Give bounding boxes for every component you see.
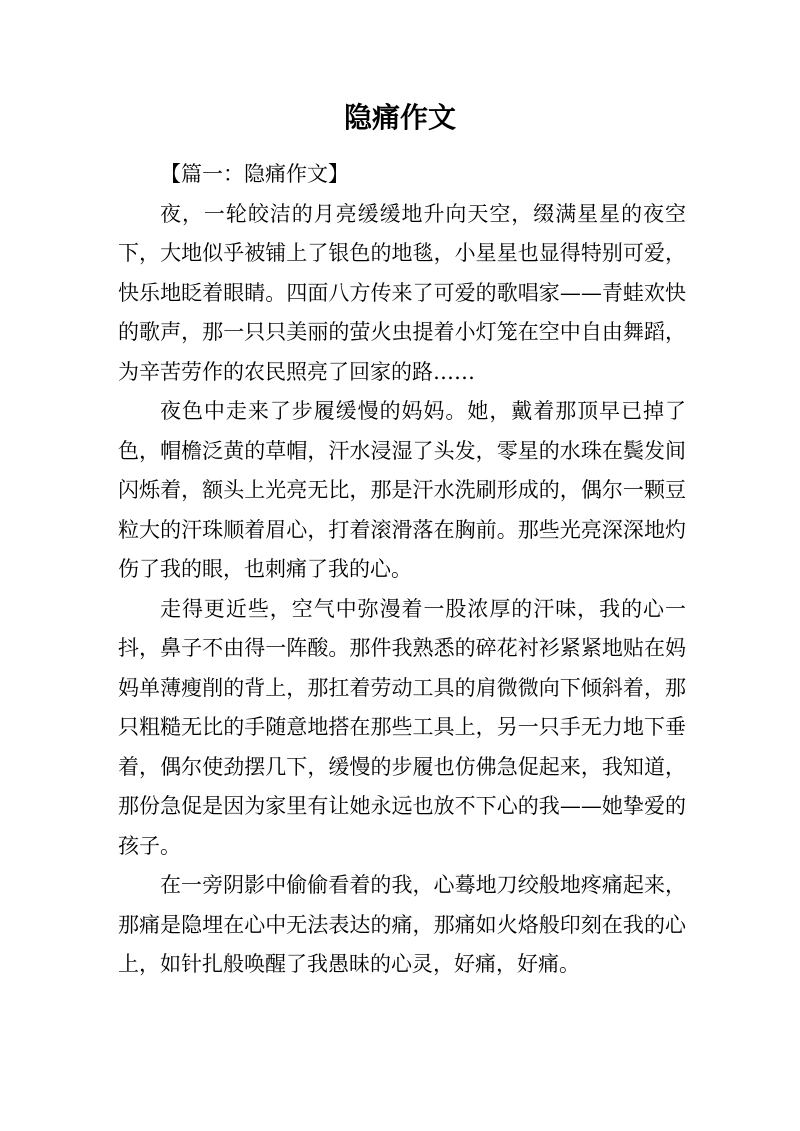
paragraph: 走得更近些，空气中弥漫着一股浓厚的汗味，我的心一抖，鼻子不由得一阵酸。那件我熟悉的碎花衬衫紧紧地贴在妈妈单薄瘦削的背上，那扛着劳动工具的肩微微向下倾斜着，那只粗糙无比的手随意地搭在那些工具上，另一只手无力地下垂着，偶尔使劲摆几下，缓慢的步履也仿佛急促起来，我知道，那份急促是因为家里有让她永远也放不下心的我——她挚爱的孩子。	[118, 596, 686, 858]
section-heading: 【篇一：隐痛作文】	[160, 162, 349, 186]
document-title: 隐痛作文	[343, 101, 456, 134]
paragraph: 在一旁阴影中偷偷看着的我，心蓦地刀绞般地疼痛起来，那痛是隐埋在心中无法表达的痛，那痛如火烙般印刻在我的心上，如针扎般唤醒了我愚昧的心灵，好痛，好痛。	[118, 873, 686, 976]
paragraph: 夜，一轮皎洁的月亮缓缓地升向天空，缀满星星的夜空下，大地似乎被铺上了银色的地毯，小星星也显得特别可爱，快乐地眨着眼睛。四面八方传来了可爱的歌唱家——青蛙欢快的歌声，那一只只美丽的萤火虫提着小灯笼在空中自由舞蹈，为辛苦劳作的农民照亮了回家的路……	[118, 201, 686, 384]
paragraph: 夜色中走来了步履缓慢的妈妈。她，戴着那顶早已掉了色，帽檐泛黄的草帽，汗水浸湿了头发，零星的水珠在鬓发间闪烁着，额头上光亮无比，那是汗水洗刷形成的，偶尔一颗豆粒大的汗珠顺着眉心，打着滚滑落在胸前。那些光亮深深地灼伤了我的眼，也刺痛了我的心。	[118, 399, 686, 581]
document-body	[118, 155, 686, 985]
